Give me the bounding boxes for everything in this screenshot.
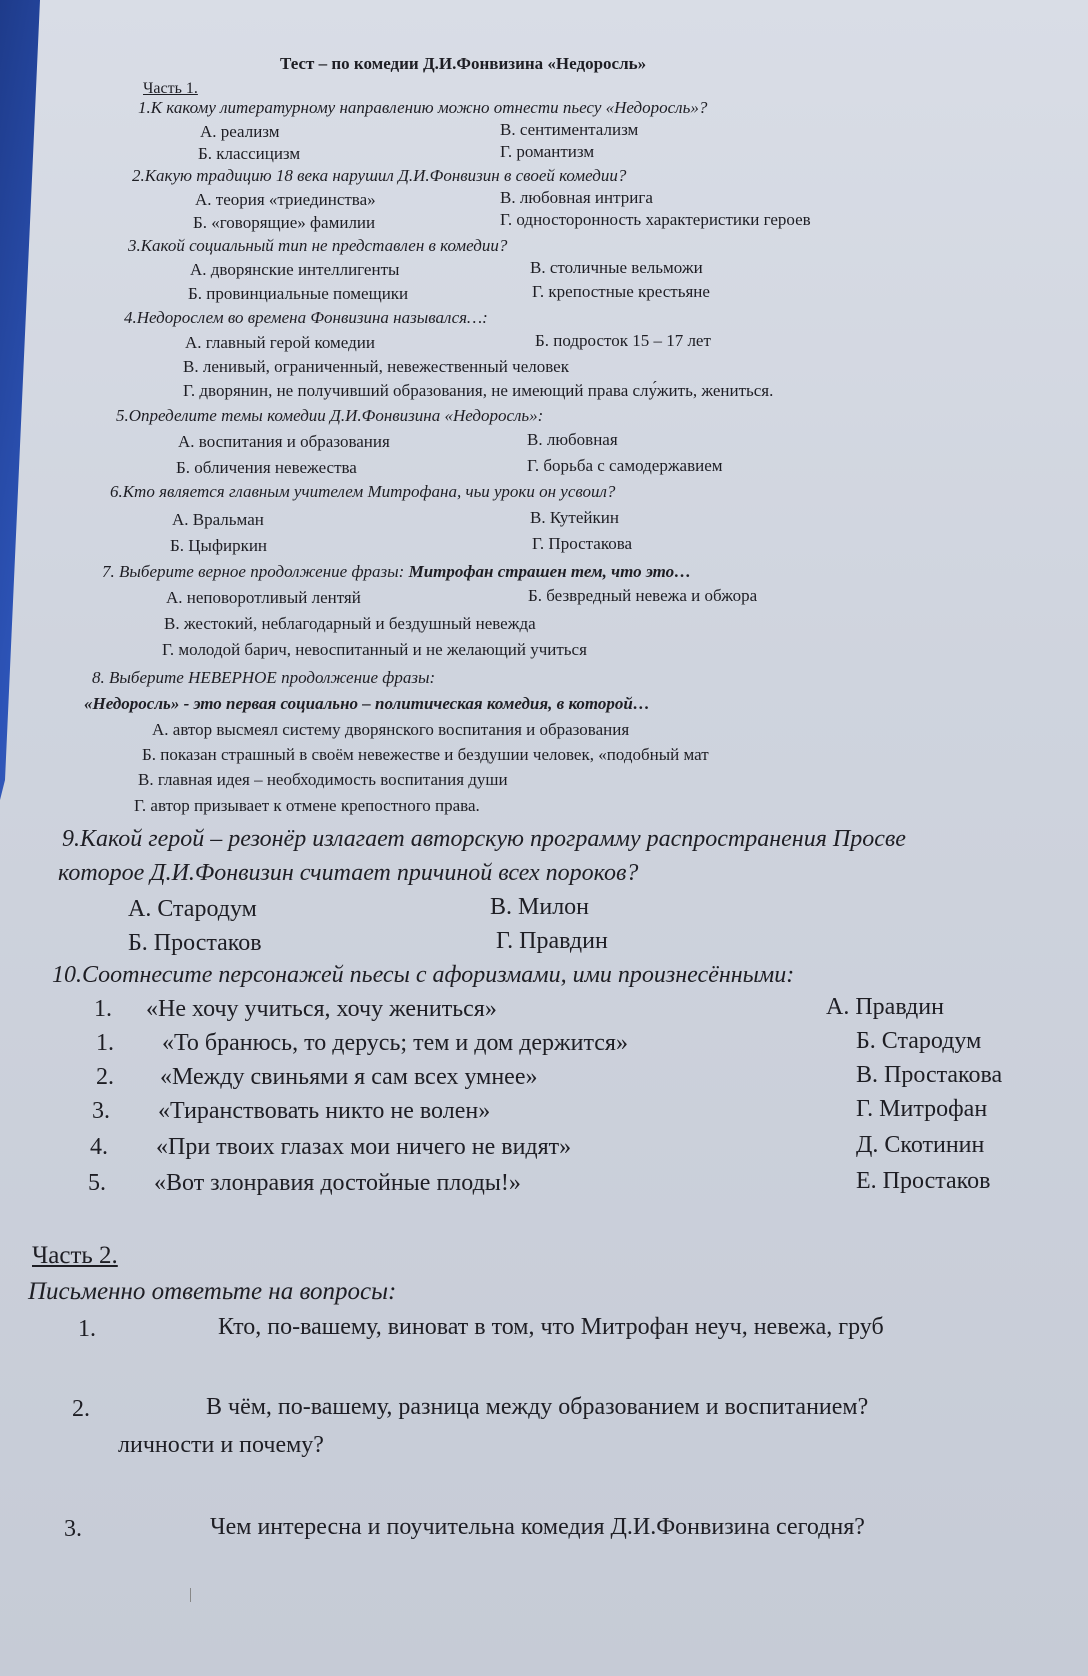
open-question: В чём, по-вашему, разница между образованием и воспитанием? bbox=[206, 1394, 869, 1420]
part-2-instruction: Письменно ответьте на вопросы: bbox=[28, 1278, 397, 1305]
question-7-bold: Митрофан страшен тем, что это… bbox=[408, 562, 692, 581]
option: А. неповоротливый лентяй bbox=[166, 588, 361, 607]
question-7-lead: 7. Выберите верное продолжение фразы: bbox=[102, 562, 409, 581]
option: В. любовная интрига bbox=[500, 188, 653, 207]
question-10: 10.Соотнесите персонажей пьесы с афоризмами, ими произнесёнными: bbox=[52, 962, 795, 988]
option: Г. молодой барич, невоспитанный и не желающий учиться bbox=[162, 640, 587, 659]
option: В. сентиментализм bbox=[500, 120, 639, 139]
question-4: 4.Недорослем во времена Фонвизина назывался…: bbox=[124, 308, 488, 327]
question-1: 1.К какому литературному направлению можно отнести пьесу «Недоросль»? bbox=[138, 98, 708, 117]
question-8: 8. Выберите НЕВЕРНОЕ продолжение фразы: bbox=[92, 668, 436, 687]
test-title: Тест – по комедии Д.И.Фонвизина «Недоросль» bbox=[280, 54, 647, 73]
question-6: 6.Кто является главным учителем Митрофана, чьи уроки он усвоил? bbox=[110, 482, 616, 501]
quote-text: «При твоих глазах мои ничего не видят» bbox=[156, 1134, 572, 1160]
question-9: 9.Какой герой – резонёр излагает авторскую программу распространения Просве bbox=[62, 826, 906, 852]
option: В. Милон bbox=[490, 894, 590, 920]
quote-number: 1. bbox=[96, 1030, 114, 1056]
character-name: Б. Стародум bbox=[856, 1028, 982, 1054]
open-question-number: 3. bbox=[64, 1516, 82, 1542]
option: Г. романтизм bbox=[500, 142, 595, 161]
option: Б. классицизм bbox=[198, 144, 301, 163]
quote-text: «Тиранствовать никто не волен» bbox=[158, 1098, 491, 1124]
open-question: Кто, по-вашему, виноват в том, что Митрофан неуч, невежа, груб bbox=[218, 1314, 884, 1340]
question-8-phrase: «Недоросль» - это первая социально – политическая комедия, в которой… bbox=[84, 694, 650, 713]
question-9-line2: которое Д.И.Фонвизин считает причиной всех пороков? bbox=[58, 860, 639, 886]
character-name: Е. Простаков bbox=[856, 1168, 991, 1194]
quote-number: 4. bbox=[90, 1134, 108, 1160]
option: Б. безвредный невежа и обжора bbox=[528, 586, 758, 605]
option: Б. обличения невежества bbox=[176, 458, 357, 477]
open-question-number: 2. bbox=[72, 1396, 90, 1422]
open-question: Чем интересна и поучительна комедия Д.И.Фонвизина сегодня? bbox=[210, 1514, 865, 1540]
open-question-number: 1. bbox=[78, 1316, 96, 1342]
quote-text: «То бранюсь, то дерусь; тем и дом держится» bbox=[162, 1030, 628, 1056]
option: В. любовная bbox=[527, 430, 618, 449]
open-question-line2: личности и почему? bbox=[118, 1432, 324, 1458]
option: Б. Цыфиркин bbox=[170, 536, 268, 555]
option: Б. подросток 15 – 17 лет bbox=[535, 331, 711, 350]
option: В. ленивый, ограниченный, невежественный человек bbox=[183, 357, 569, 376]
question-5: 5.Определите темы комедии Д.И.Фонвизина «Недоросль»: bbox=[116, 406, 544, 425]
character-name: В. Простакова bbox=[856, 1062, 1003, 1088]
option: Г. односторонность характеристики героев bbox=[500, 210, 811, 229]
pen-mark bbox=[190, 1588, 191, 1602]
option: Г. борьба с самодержавием bbox=[527, 456, 723, 475]
character-name: Г. Митрофан bbox=[856, 1096, 988, 1122]
option: А. главный герой комедии bbox=[185, 333, 375, 352]
part-2-label: Часть 2. bbox=[32, 1242, 118, 1269]
option: А. воспитания и образования bbox=[178, 432, 390, 451]
option: Б. «говорящие» фамилии bbox=[193, 213, 376, 232]
quote-number: 3. bbox=[92, 1098, 110, 1124]
option: Г. Простакова bbox=[532, 534, 633, 553]
option: А. автор высмеял систему дворянского воспитания и образования bbox=[152, 720, 630, 739]
quote-number: 2. bbox=[96, 1064, 114, 1090]
option: В. жестокий, неблагодарный и бездушный невежда bbox=[164, 614, 536, 633]
question-7 bbox=[102, 562, 691, 582]
option: В. главная идея – необходимость воспитания души bbox=[138, 770, 508, 789]
option: Б. Простаков bbox=[128, 930, 262, 956]
test-part-1 bbox=[0, 0, 1088, 830]
option: А. теория «триединства» bbox=[195, 190, 376, 209]
option: Г. Правдин bbox=[496, 928, 608, 954]
option: А. реализм bbox=[200, 122, 280, 141]
option: А. Вральман bbox=[172, 510, 264, 529]
option: Г. автор призывает к отмене крепостного права. bbox=[134, 796, 480, 815]
option: В. столичные вельможи bbox=[530, 258, 703, 277]
question-3: 3.Какой социальный тип не представлен в комедии? bbox=[128, 236, 508, 255]
character-name: А. Правдин bbox=[826, 994, 944, 1020]
option: Б. провинциальные помещики bbox=[188, 284, 409, 303]
quote-number: 5. bbox=[88, 1170, 106, 1196]
quote-text: «Между свиньями я сам всех умнее» bbox=[160, 1064, 538, 1090]
option: А. дворянские интеллигенты bbox=[190, 260, 400, 279]
option: Б. показан страшный в своём невежестве и бездушии человек, «подобный мат bbox=[142, 745, 709, 764]
quote-number: 1. bbox=[94, 996, 112, 1022]
option: Г. крепостные крестьяне bbox=[532, 282, 710, 301]
part-1-label: Часть 1. bbox=[143, 80, 198, 97]
option: Г. дворянин, не получивший образования, не имеющий права слу́жить, жениться. bbox=[183, 381, 774, 400]
quote-text: «Не хочу учиться, хочу жениться» bbox=[146, 996, 497, 1022]
option: В. Кутейкин bbox=[530, 508, 619, 527]
character-name: Д. Скотинин bbox=[856, 1132, 985, 1158]
test-part-2 bbox=[0, 820, 1088, 1676]
quote-text: «Вот злонравия достойные плоды!» bbox=[154, 1170, 521, 1196]
option: А. Стародум bbox=[128, 896, 257, 922]
question-2: 2.Какую традицию 18 века нарушил Д.И.Фонвизин в своей комедии? bbox=[132, 166, 627, 185]
